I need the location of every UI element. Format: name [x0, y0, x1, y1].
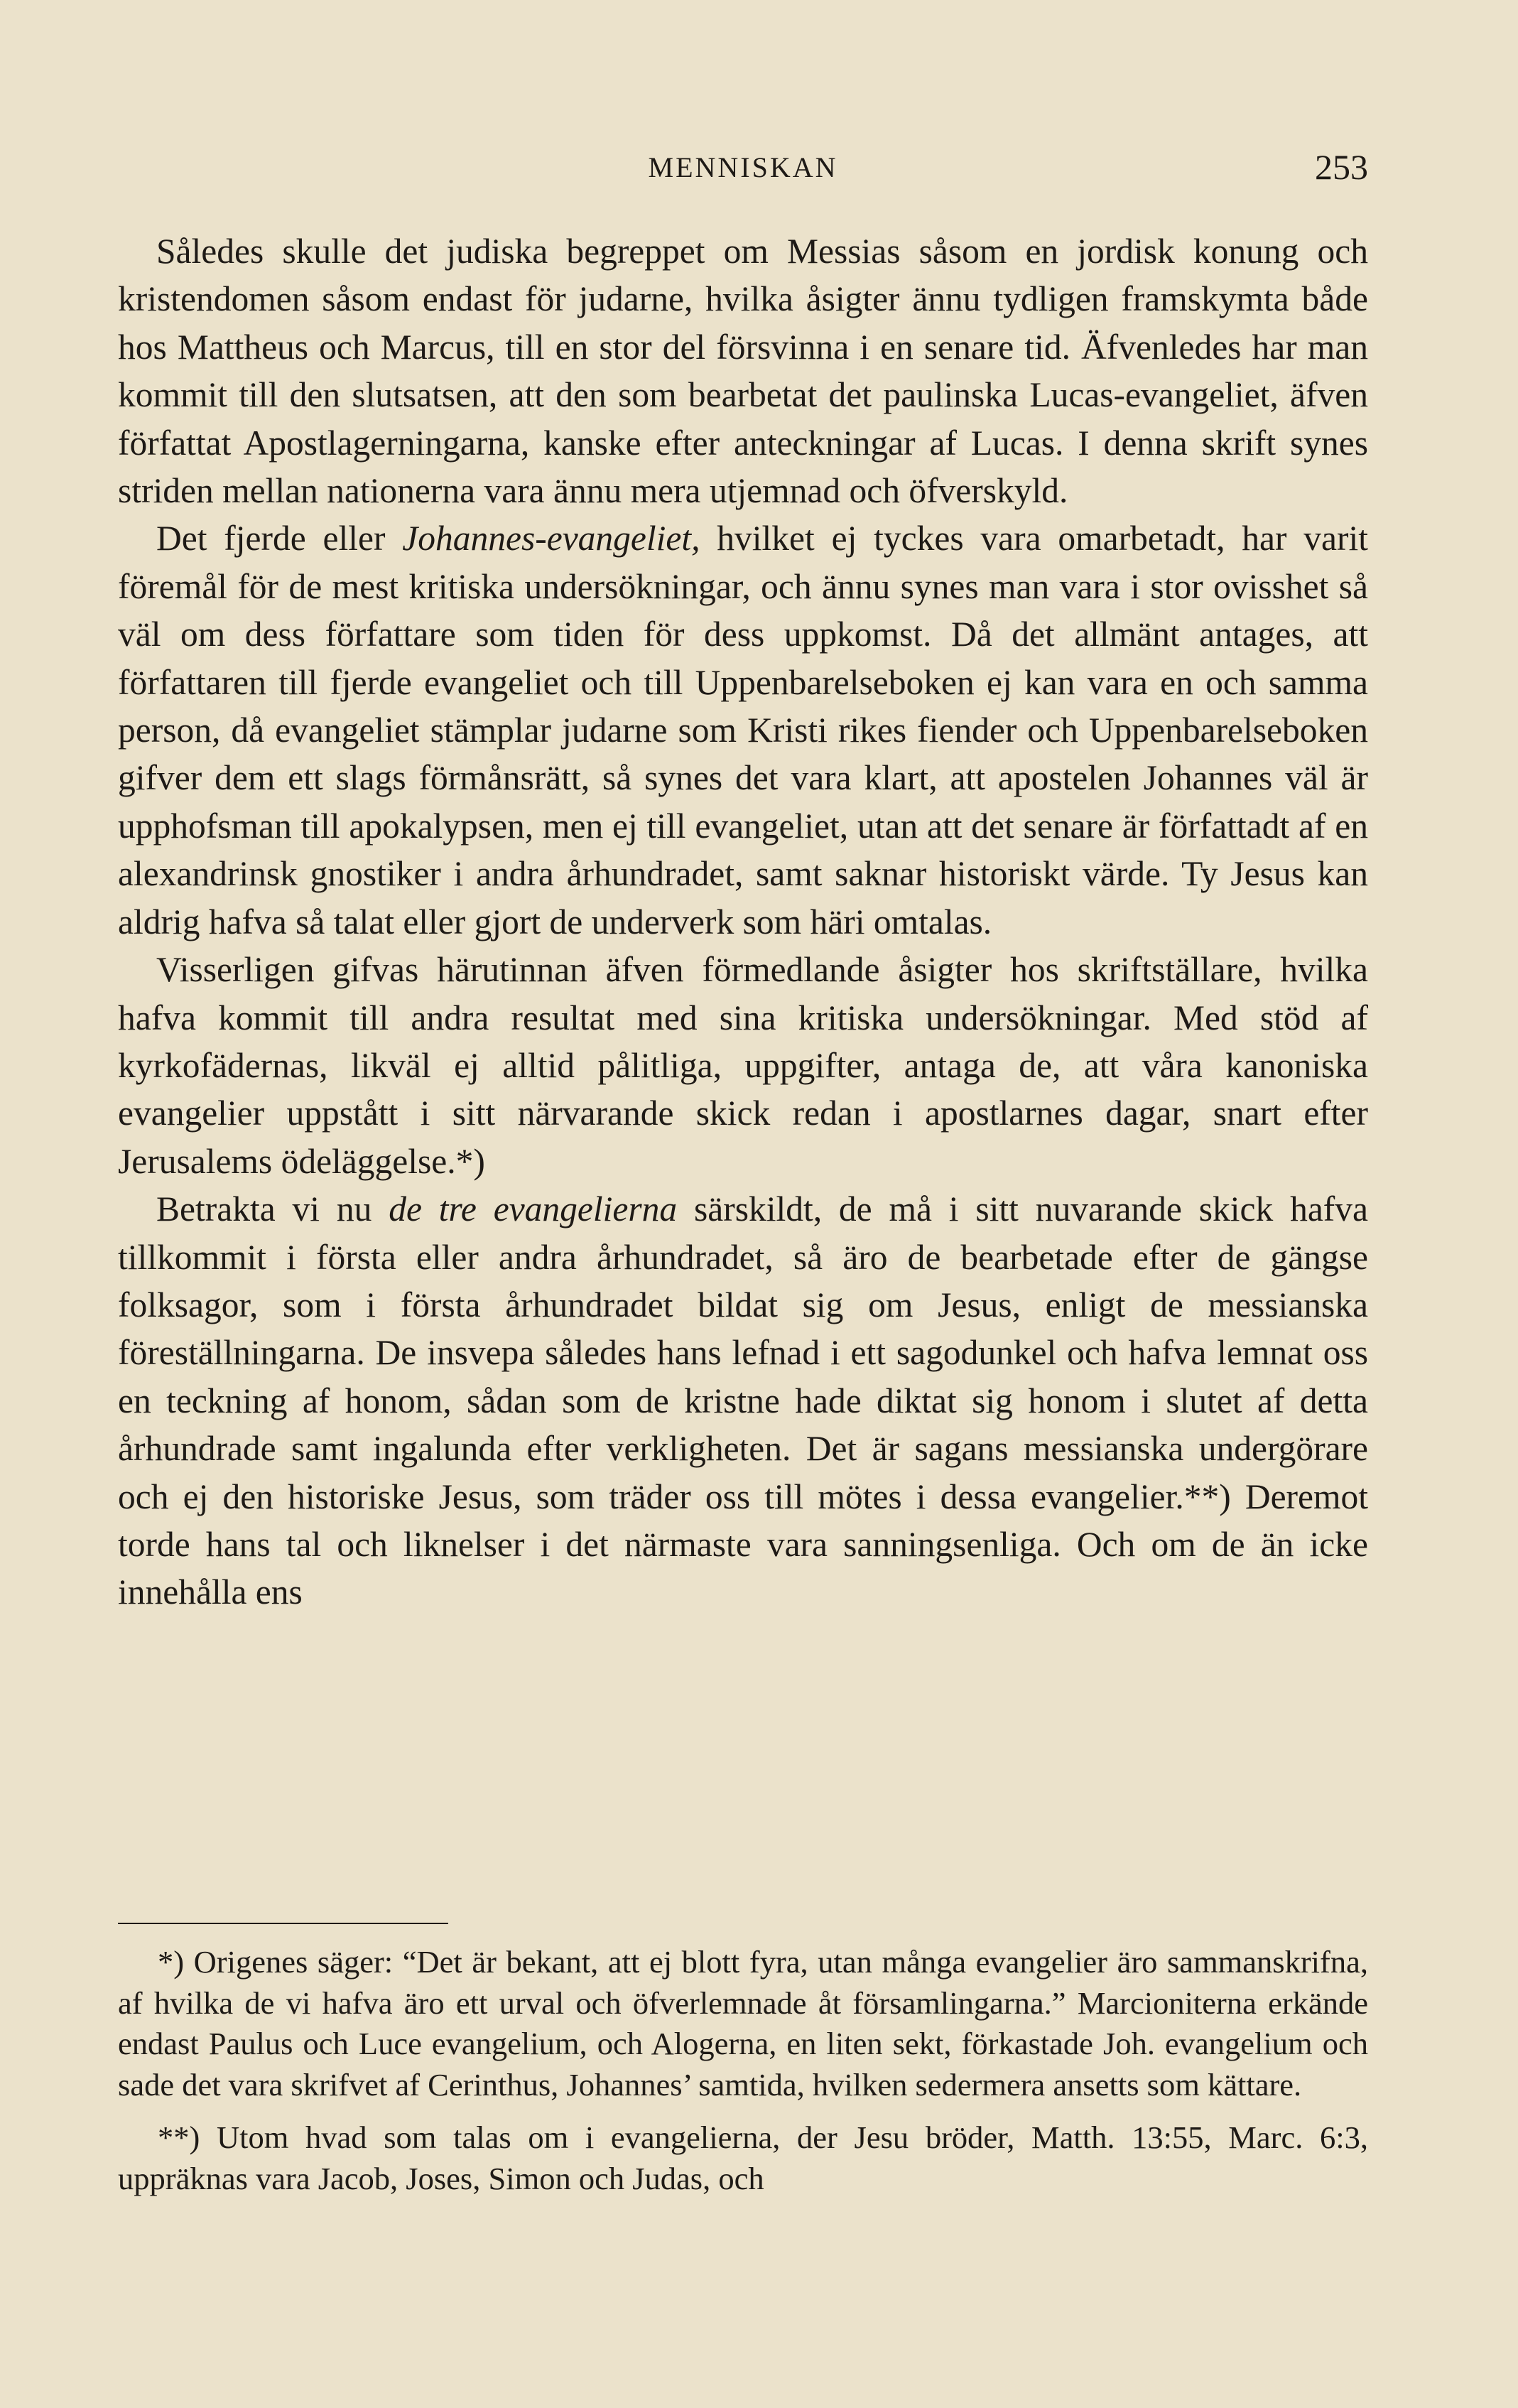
running-head — [118, 147, 1368, 193]
italic-title: de tre evangelierna — [389, 1189, 678, 1229]
paragraph-text: Visserligen gifvas härutinnan äfven förmedlande åsigter hos skriftställare, hvilka hafva kommit till andra resultat med sina kritiska undersökningar. Med stöd af kyrkofädernas, likväl ej alltid pålitliga, uppgifter, antaga de, att våra kanoniska evangelier uppstått i sitt närvarande skick redan i apostlarnes dagar, snart efter Jerusalems ödeläggelse.*) — [118, 950, 1368, 1181]
body-text — [118, 227, 1368, 1616]
paragraph-text: särskildt, de må i sitt nuvarande skick hafva tillkommit i första eller andra århundradet, så äro de bearbetade efter de gängse folksagor, som i första århundradet bildat sig om Jesus, enligt de messianska föreställningarna. De insvepa således hans lefnad i ett sagodunkel och hafva lemnat oss en teckning af honom, sådan som de kristne hade diktat sig honom i slutet af detta århundrade samt ingalunda efter verkligheten. Det är sagans messianska undergörare och ej den historiske Jesus, som träder oss till mötes i dessa evangelier.**) Deremot torde hans tal och liknelser i det närmaste vara sanningsenliga. Och om de än icke innehålla ens — [118, 1189, 1368, 1612]
paragraph — [118, 1185, 1368, 1616]
footnote: *) Origenes säger: “Det är bekant, att ej blott fyra, utan många evangelier äro sammanskrifna, af hvilka de vi hafva äro ett urval och öfverlemnade åt församlingarna.” Marcioniterna erkände endast Paulus och Luce evangelium, och Alogerna, en liten sekt, förkastade Joh. evangelium och sade det vara skrifvet af Cerinthus, Johannes’ samtida, hvilken sedermera ansetts som kättare. — [118, 1944, 1368, 2102]
italic-title: Johannes-evangeliet, — [402, 519, 700, 558]
paragraph-text: Således skulle det judiska begreppet om Messias såsom en jordisk konung och kristendomen såsom endast för judarne, hvilka åsigter ännu tydligen framskymta både hos Mattheus och Marcus, till en stor del försvinna i en senare tid. Äfvenledes har man kommit till den slutsatsen, att den som bearbetat det paulinska Lucas-evangeliet, äfven författat Apostlagerningarna, kanske efter anteckningar af Lucas. I denna skrift synes striden mellan nationerna vara ännu mera utjemnad och öfverskyld. — [118, 232, 1368, 511]
page-number: 253 — [1315, 147, 1368, 187]
running-title: MENNISKAN — [648, 151, 838, 183]
paragraph — [118, 227, 1368, 514]
paragraph-text: Det fjerde eller — [156, 519, 403, 558]
footnote-rule — [118, 1923, 448, 1924]
paragraph — [118, 514, 1368, 946]
footnotes — [118, 1942, 1368, 2200]
footnote: **) Utom hvad som talas om i evangelierna, der Jesu bröder, Matth. 13:55, Marc. 6:3, uppräknas vara Jacob, Joses, Simon och Judas, och — [118, 2120, 1368, 2196]
paragraph — [118, 946, 1368, 1185]
paragraph-text: hvilket ej tyckes vara omarbetadt, har varit föremål för de mest kritiska undersökningar, och ännu synes man vara i stor ovisshet så väl om dess författare som tiden för dess uppkomst. Då det allmänt antages, att författaren till fjerde evangeliet och till Uppenbarelseboken ej kan vara en och samma person, då evangeliet stämplar judarne som Kristi rikes fiender och Uppenbarelseboken gifver dem ett slags förmånsrätt, så synes det vara klart, att apostelen Johannes väl är upphofsman till apokalypsen, men ej till evangeliet, utan att det senare är författadt af en alexandrinsk gnostiker i andra århundradet, samt saknar historiskt värde. Ty Jesus kan aldrig hafva så talat eller gjort de underverk som häri omtalas. — [118, 519, 1369, 941]
paragraph-text: Betrakta vi nu — [156, 1189, 389, 1229]
